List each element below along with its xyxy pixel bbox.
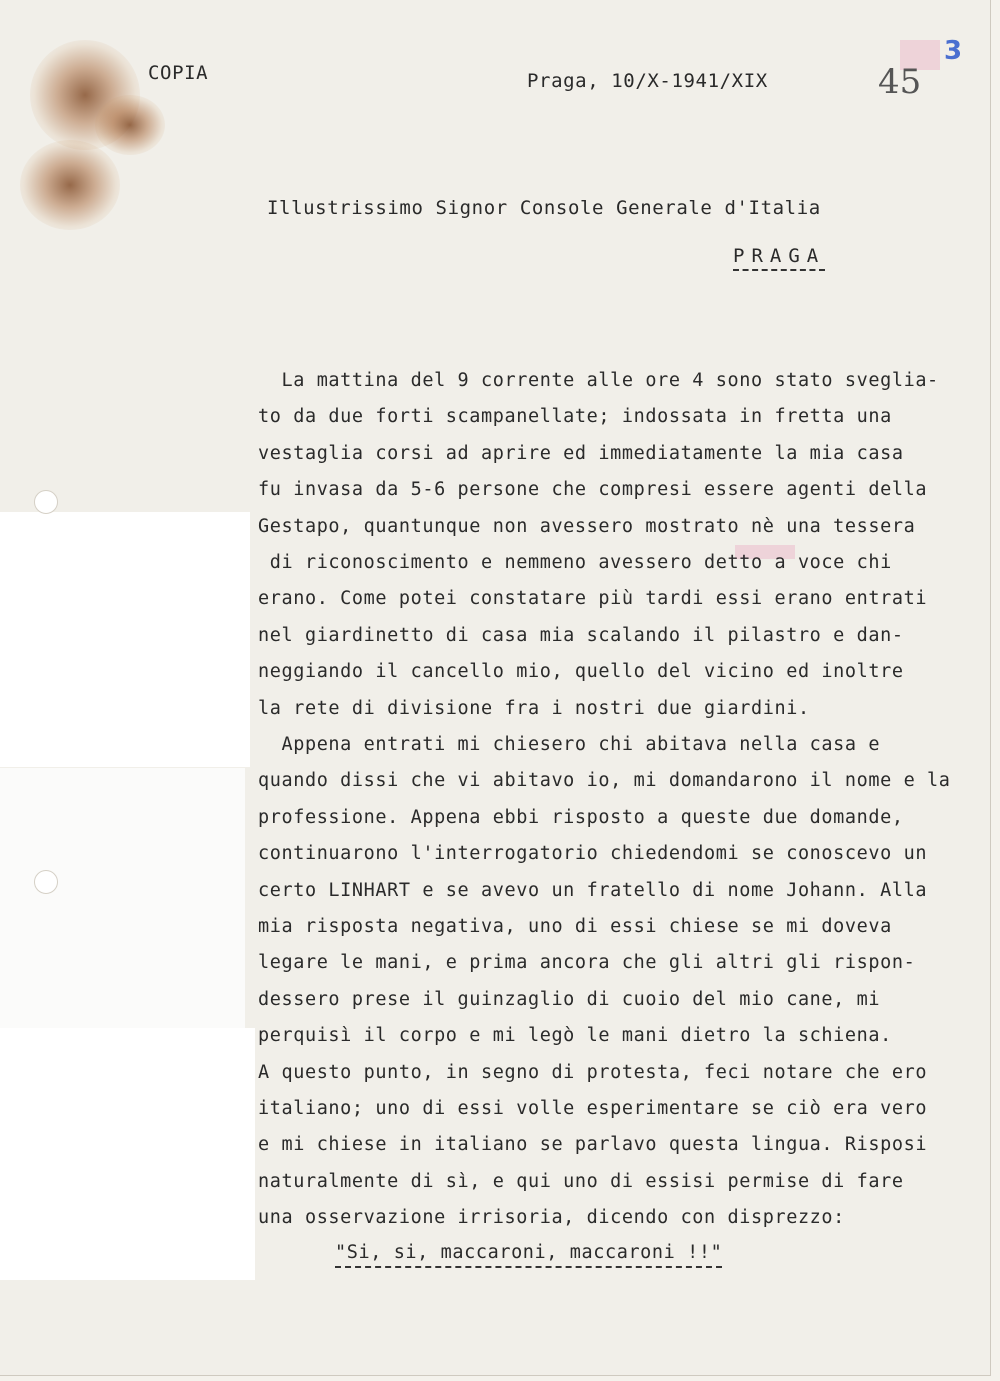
burn-stain — [95, 95, 165, 155]
page-number-blue: 3 — [944, 36, 963, 66]
punch-hole — [34, 490, 58, 514]
body-line: fu invasa da 5-6 persone che compresi essere agenti della — [258, 479, 928, 501]
body-line: e mi chiese in italiano se parlavo questa lingua. Risposi — [258, 1134, 928, 1156]
body-line: vestaglia corsi ad aprire ed immediatamente la mia casa — [258, 442, 904, 464]
body-line: naturalmente di sì, e qui uno di essisi permise di fare — [258, 1170, 904, 1192]
body-line: italiano; uno di essi volle esperimentare se ciò era vero — [258, 1098, 928, 1119]
punch-hole — [34, 870, 58, 894]
body-line: mia risposta negativa, uno di essi chiese se mi doveva — [258, 916, 892, 937]
body-line: certo LINHART e se avevo un fratello di nome Johann. Alla — [258, 879, 928, 901]
body-line: neggiando il cancello mio, quello del vicino ed inoltre — [258, 661, 904, 683]
body-line: di riconoscimento e nemmeno avessero detto a voce chi — [258, 552, 892, 573]
body-line: dessero prese il guinzaglio di cuoio del mio cane, mi — [258, 988, 881, 1010]
body-line: to da due forti scampanellate; indossata in fretta una — [258, 406, 892, 428]
quote-line: "Si, si, maccaroni, maccaroni !!" — [335, 1242, 722, 1268]
body-line: la rete di divisione fra i nostri due giardini. — [258, 697, 810, 719]
body-line: perquisì il corpo e mi legò le mani dietro la schiena. — [258, 1025, 892, 1047]
body-line: Appena entrati mi chiesero chi abitava nella casa e — [258, 734, 881, 755]
body-line: legare le mani, e prima ancora che gli altri gli rispon- — [258, 952, 916, 974]
body-line: La mattina del 9 corrente alle ore 4 sono stato sveglia- — [258, 370, 939, 391]
body-line: quando dissi che vi abitavo io, mi domandarono il nome e la — [258, 770, 951, 792]
body-line: A questo punto, in segno di protesta, feci notare che ero — [258, 1061, 928, 1083]
copy-label: COPIA — [148, 62, 209, 84]
body-line: professione. Appena ebbi risposto a queste due domande, — [258, 806, 904, 828]
scan-blank-area — [0, 768, 245, 1028]
page-number: 45 — [878, 62, 922, 102]
burn-stain — [20, 140, 120, 230]
body-line: nel giardinetto di casa mia scalando il pilastro e dan- — [258, 624, 904, 646]
body-line: Gestapo, quantunque non avessero mostrato nè una tessera — [258, 515, 916, 537]
addressee-line: Illustrissimo Signor Console Generale d'Italia — [267, 197, 821, 219]
scan-blank-area — [0, 512, 250, 767]
body-line: erano. Come potei constatare più tardi essi erano entrati — [258, 588, 928, 610]
addressee-city: PRAGA — [733, 245, 825, 271]
body-line: continuarono l'interrogatorio chiedendomi se conoscevo un — [258, 843, 928, 865]
scan-blank-area — [0, 1028, 255, 1280]
body-line: una osservazione irrisoria, dicendo con disprezzo: — [258, 1207, 845, 1229]
place-date: Praga, 10/X-1941/XIX — [527, 70, 768, 92]
